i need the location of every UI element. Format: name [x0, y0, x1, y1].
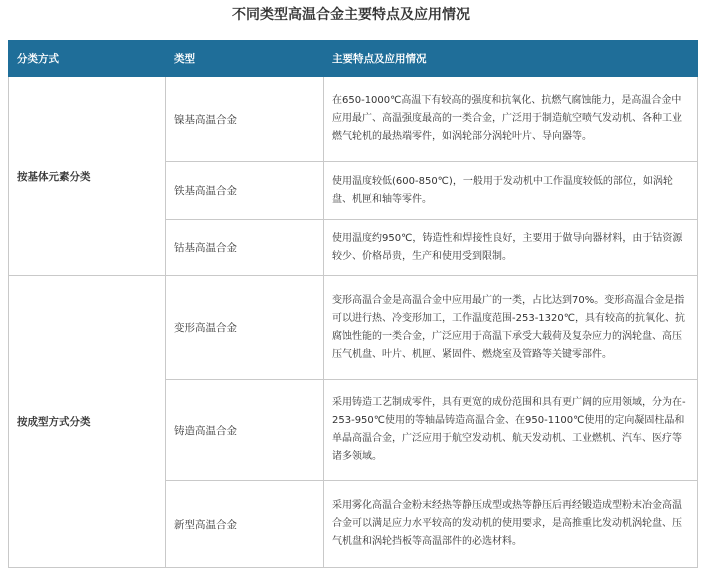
type-cell: 变形高温合金 — [166, 276, 324, 380]
table-header-row — [9, 41, 698, 77]
header-type: 类型 — [166, 41, 324, 77]
category-cell: 按成型方式分类 — [9, 276, 166, 568]
description-cell: 在650-1000℃高温下有较高的强度和抗氧化、抗燃气腐蚀能力，是高温合金中应用最广、高温强度最高的一类合金，广泛用于制造航空喷气发动机、各种工业燃气轮机的最热端零件，如涡轮部分涡轮叶片、导向器等。 — [324, 77, 698, 162]
type-cell: 镍基高温合金 — [166, 77, 324, 162]
description-cell: 变形高温合金是高温合金中应用最广的一类，占比达到70%。变形高温合金是指可以进行热、冷变形加工，工作温度范围-253-1320℃，具有较高的抗氧化、抗腐蚀性能的一类合金，广泛应用于高温下承受大载荷及复杂应力的涡轮盘、高压压气机盘、叶片、机匣、紧固件、燃烧室及管路等关键零部件。 — [324, 276, 698, 380]
type-cell: 铸造高温合金 — [166, 380, 324, 481]
category-cell: 按基体元素分类 — [9, 77, 166, 276]
table-row — [9, 276, 698, 380]
description-cell: 采用雾化高温合金粉末经热等静压成型或热等静压后再经锻造成型粉末冶金高温合金可以满足应力水平较高的发动机的使用要求，是高推重比发动机涡轮盘、压气机盘和涡轮挡板等高温部件的必选材料。 — [324, 481, 698, 568]
header-category: 分类方式 — [9, 41, 166, 77]
description-cell: 使用温度约950℃，铸造性和焊接性良好，主要用于做导向器材料，由于钴资源较少、价格昂贵，生产和使用受到限制。 — [324, 220, 698, 276]
type-cell: 钴基高温合金 — [166, 220, 324, 276]
type-cell: 新型高温合金 — [166, 481, 324, 568]
description-cell: 使用温度较低(600-850℃)，一般用于发动机中工作温度较低的部位，如涡轮盘、机匣和轴等零件。 — [324, 162, 698, 220]
description-cell: 采用铸造工艺制成零件，具有更宽的成份范围和具有更广阔的应用领域，分为在-253-950℃使用的等轴晶铸造高温合金、在950-1100℃使用的定向凝固柱晶和单晶高温合金，广泛应用于航空发动机、航天发动机、工业燃机、汽车、医疗等诸多领域。 — [324, 380, 698, 481]
table-row — [9, 77, 698, 162]
type-cell: 铁基高温合金 — [166, 162, 324, 220]
page-title: 不同类型高温合金主要特点及应用情况 — [232, 7, 470, 23]
features-table — [8, 40, 698, 568]
header-features: 主要特点及应用情况 — [324, 41, 698, 77]
